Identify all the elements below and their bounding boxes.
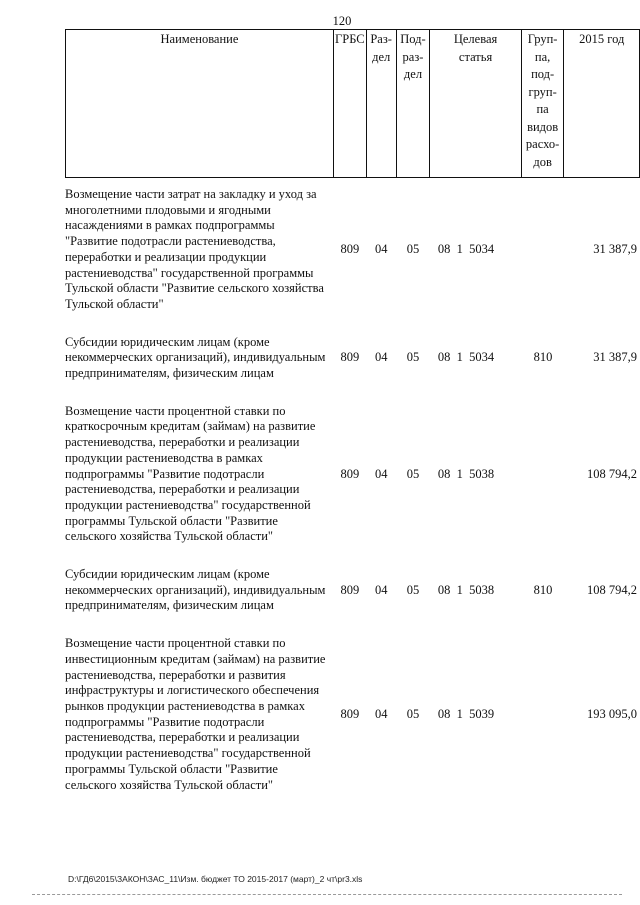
row-razdel: 04 — [374, 241, 388, 256]
column-header-expense-type: Груп- па, под- груп- па видов расхо- дов — [521, 30, 564, 178]
row-amount: 108 794,2 — [587, 582, 637, 597]
row-target-article: 08 1 5034 — [437, 350, 495, 365]
row-razdel: 04 — [374, 350, 388, 365]
table-row — [65, 567, 640, 636]
row-target-article: 08 1 5034 — [437, 241, 495, 256]
row-target-article: 08 1 5038 — [437, 466, 495, 481]
table-header — [65, 29, 640, 178]
row-razdel: 04 — [374, 582, 388, 597]
row-amount: 31 387,9 — [593, 241, 637, 256]
row-podrazdel: 05 — [406, 466, 420, 481]
row-expense-type — [522, 404, 565, 567]
row-podrazdel: 05 — [406, 706, 420, 721]
column-header-razdel: Раз- дел — [366, 30, 396, 178]
column-header-podrazdel: Под- раз- дел — [396, 30, 430, 178]
row-target-article: 08 1 5039 — [437, 706, 495, 721]
column-header-grbs: ГРБС — [333, 30, 366, 178]
page-number: 120 — [332, 14, 352, 28]
row-name: Субсидии юридическим лицам (кроме некоммерческих организаций), индивидуальным предпринимателям, физическим лицам — [65, 334, 326, 381]
row-amount: 193 095,0 — [587, 706, 637, 721]
row-name: Возмещение части затрат на закладку и уход за многолетними плодовыми и ягодными насаждениями в рамках подпрограммы "Развитие подотрасли растениеводства, переработки и реализации продукции растениеводства" государственной программы Тульской области "Развитие сельского хозяйства Тульской области" — [65, 187, 324, 311]
table-row — [65, 404, 640, 567]
row-grbs: 809 — [340, 466, 360, 481]
row-podrazdel: 05 — [406, 582, 420, 597]
row-grbs: 809 — [340, 350, 360, 365]
row-name: Субсидии юридическим лицам (кроме некоммерческих организаций), индивидуальным предпринимателям, физическим лицам — [65, 567, 326, 613]
row-razdel: 04 — [374, 706, 388, 721]
row-podrazdel: 05 — [406, 241, 420, 256]
row-grbs: 809 — [340, 706, 360, 721]
row-grbs: 809 — [340, 582, 360, 597]
table-row — [65, 187, 640, 335]
row-expense-type: 810 — [533, 582, 553, 597]
row-amount: 108 794,2 — [587, 466, 637, 481]
row-amount: 31 387,9 — [593, 350, 637, 365]
budget-table — [65, 187, 640, 815]
row-podrazdel: 05 — [406, 350, 420, 365]
column-header-name: Наименование — [66, 30, 334, 178]
row-name: Возмещение части процентной ставки по краткосрочным кредитам (займам) на развитие растениеводства, переработки и реализации продукции растениеводства в рамках подпрограммы "Развитие подотрасли растениеводства, переработки и реализации продукции растениеводства" государственной программы Тульской области "Развитие сельского хозяйства Тульской области" — [65, 403, 316, 544]
column-header-target-article: Целевая статья — [430, 30, 521, 178]
row-expense-type — [522, 636, 565, 815]
footer-file-path: D:\ГД6\2015\ЗАКОН\ЗАС_11\Изм. бюджет ТО 2015-2017 (март)_2 чт\pr3.xls — [68, 874, 363, 884]
row-name: Возмещение части процентной ставки по инвестиционным кредитам (займам) на развитие растениеводства, переработки и развития инфраструктуры и логистического обеспечения рынков продукции растениеводства в рамках подпрограммы "Развитие подотрасли растениеводства, переработки и реализации продукции растениеводства" государственной программы Тульской области "Развитие сельского хозяйства Тульской области" — [65, 636, 326, 792]
header-row — [66, 30, 640, 178]
row-target-article: 08 1 5038 — [437, 582, 495, 597]
row-expense-type: 810 — [533, 350, 553, 365]
table-row — [65, 636, 640, 815]
table-row — [65, 335, 640, 404]
column-header-year-2015: 2015 год — [564, 30, 640, 178]
row-grbs: 809 — [340, 241, 360, 256]
scan-artifact-line — [32, 894, 622, 895]
row-razdel: 04 — [374, 466, 388, 481]
row-expense-type — [522, 187, 565, 335]
